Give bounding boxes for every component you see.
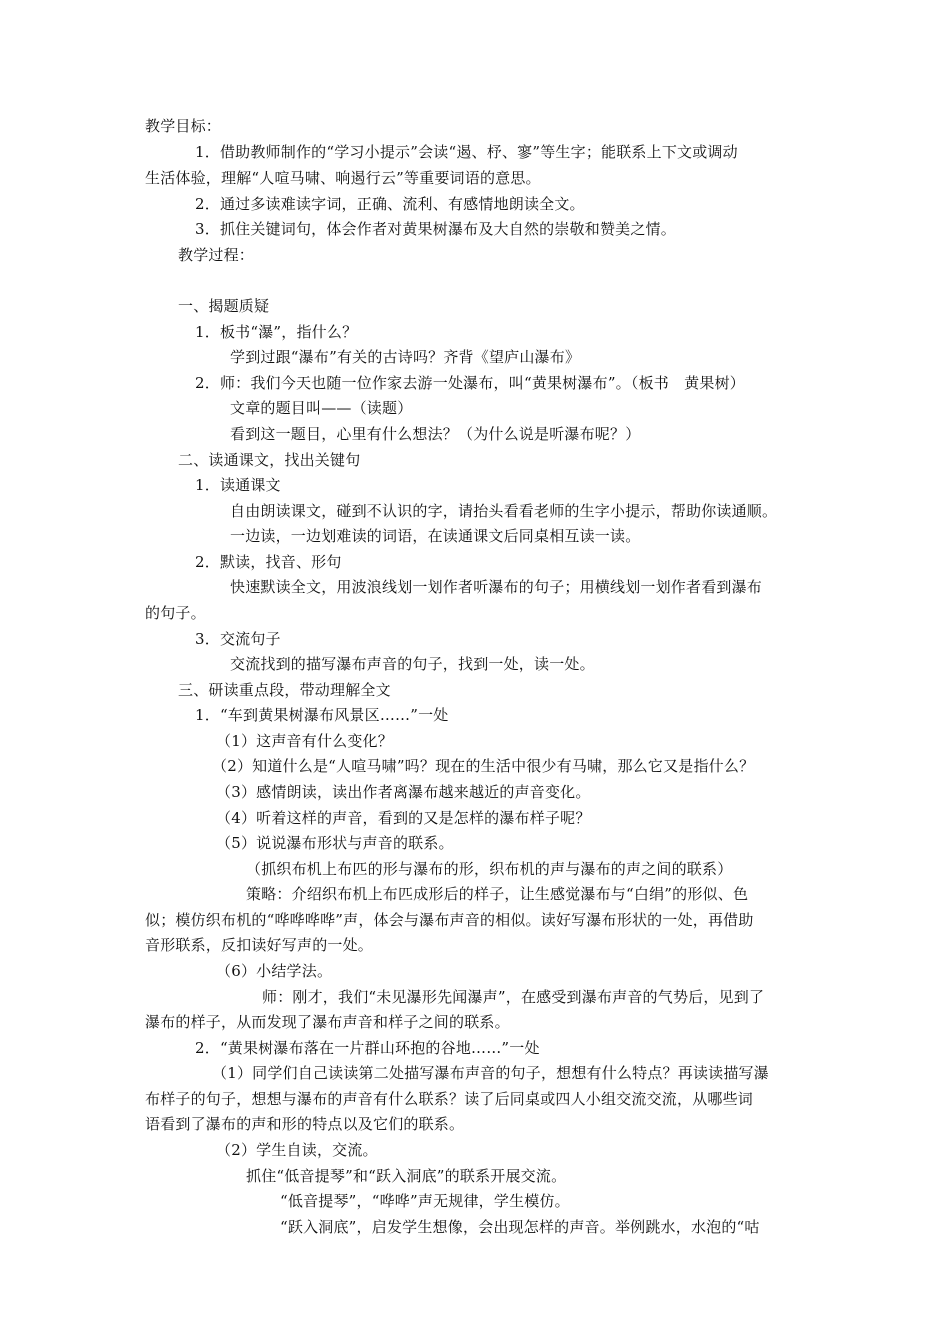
text-line: 快速默读全文，用波浪线划一划作者听瀑布的句子；用横线划一划作者看到瀑布 — [230, 578, 763, 596]
text-line: 三、研读重点段，带动理解全文 — [178, 681, 391, 699]
text-line: 师：刚才，我们“未见瀑形先闻瀑声”，在感受到瀑布声音的气势后，见到了 — [262, 988, 765, 1006]
text-line: 2．师：我们今天也随一位作家去游一处瀑布，叫“黄果树瀑布”。（板书 黄果树） — [195, 374, 745, 392]
text-line: 的句子。 — [145, 604, 206, 622]
text-line: （5）说说瀑布形状与声音的联系。 — [216, 834, 454, 852]
text-line: （3）感情朗读，读出作者离瀑布越来越近的声音变化。 — [216, 783, 591, 801]
text-line: 音形联系，反扣读好写声的一处。 — [145, 936, 374, 954]
text-line: 自由朗读课文，碰到不认识的字，请抬头看看老师的生字小提示，帮助你读通顺。 — [230, 502, 778, 520]
text-line: 生活体验，理解“人喧马啸、响遏行云”等重要词语的意思。 — [145, 169, 541, 187]
text-line: 1．读通课文 — [195, 476, 281, 494]
text-line: 1．“车到黄果树瀑布风景区……”一处 — [195, 706, 449, 724]
text-line: 看到这一题目，心里有什么想法？（为什么说是听瀑布呢？） — [230, 425, 641, 443]
text-line: （2）学生自读，交流。 — [216, 1141, 378, 1159]
text-line: 一、揭题质疑 — [178, 297, 270, 315]
text-line: 2．通过多读难读字词，正确、流利、有感情地朗读全文。 — [195, 195, 585, 213]
text-line: 教学过程： — [178, 246, 255, 264]
text-line: （1）同学们自己读读第二处描写瀑布声音的句子，想想有什么特点？再读读描写瀑 — [212, 1064, 769, 1082]
text-line: 一边读，一边划难读的词语，在读通课文后同桌相互读一读。 — [230, 527, 641, 545]
text-line: “低音提琴”，“哗哗”声无规律，学生模仿。 — [280, 1192, 570, 1210]
text-line: 二、读通课文，找出关键句 — [178, 451, 361, 469]
text-line: 交流找到的描写瀑布声音的句子，找到一处，读一处。 — [230, 655, 595, 673]
text-line: （4）听着这样的声音，看到的又是怎样的瀑布样子呢？ — [216, 809, 591, 827]
text-line: 抓住“低音提琴”和“跃入洞底”的联系开展交流。 — [246, 1167, 567, 1185]
text-line: 1．板书“瀑”，指什么？ — [195, 323, 358, 341]
text-line: 3．抓住关键词句，体会作者对黄果树瀑布及大自然的崇敬和赞美之情。 — [195, 220, 676, 238]
text-line: （抓织布机上布匹的形与瀑布的形，织布机的声与瀑布的声之间的联系） — [246, 860, 733, 878]
text-line: 语看到了瀑布的声和形的特点以及它们的联系。 — [145, 1115, 465, 1133]
text-line: 似；模仿织布机的“哗哗哗哗”声，体会与瀑布声音的相似。读好写瀑布形状的一处，再借助 — [145, 911, 754, 929]
text-line: （2）知道什么是“人喧马啸”吗？现在的生活中很少有马啸，那么它又是指什么？ — [212, 757, 755, 775]
text-line: 1．借助教师制作的“学习小提示”会读“遏、杼、寥”等生字；能联系上下文或调动 — [195, 143, 738, 161]
text-line: 文章的题目叫——（读题） — [230, 399, 413, 417]
text-line: 布样子的句子，想想与瀑布的声音有什么联系？读了后同桌或四人小组交流交流，从哪些词 — [145, 1090, 754, 1108]
text-line: （6）小结学法。 — [216, 962, 333, 980]
text-line: 2．默读，找音、形句 — [195, 553, 342, 571]
text-line: “跃入洞底”，启发学生想像，会出现怎样的声音。举例跳水，水泡的“咕 — [280, 1218, 760, 1236]
text-line: （1）这声音有什么变化？ — [216, 732, 393, 750]
text-line: 学到过跟“瀑布”有关的古诗吗？齐背《望庐山瀑布》 — [230, 348, 581, 366]
text-line: 教学目标： — [145, 117, 222, 135]
text-line: 策略：介绍织布机上布匹成形后的样子，让生感觉瀑布与“白绢”的形似、色 — [246, 885, 749, 903]
text-line: 3．交流句子 — [195, 630, 281, 648]
text-line: 瀑布的样子，从而发现了瀑布声音和样子之间的联系。 — [145, 1013, 510, 1031]
text-line: 2．“黄果树瀑布落在一片群山环抱的谷地……”一处 — [195, 1039, 540, 1057]
